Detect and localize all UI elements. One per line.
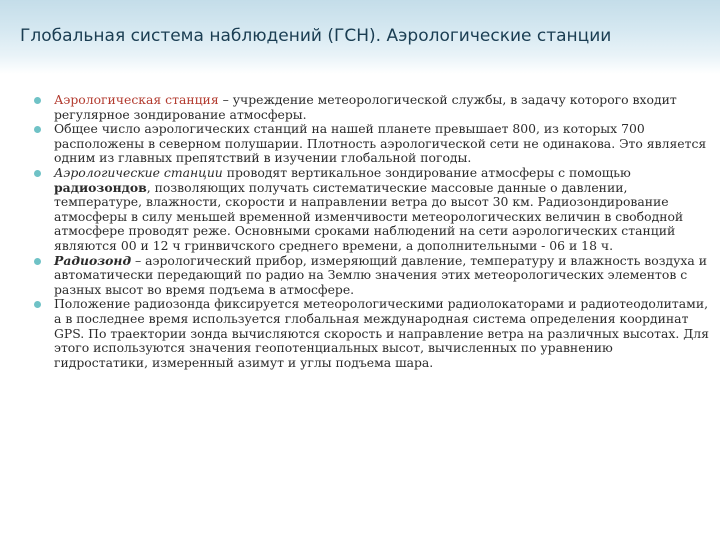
term-radiosondes: радиозондов [54, 179, 147, 195]
term-aerological-station: Аэрологическая станция [54, 92, 219, 107]
title-band [0, 0, 720, 74]
bullet-marker-icon [34, 126, 41, 133]
bullet-marker-icon [34, 170, 41, 177]
bullet-aerological-station [33, 93, 710, 122]
bullet-marker-icon [34, 97, 41, 104]
bullet-text: Положение радиозонда фиксируется метеорологическими радиолокаторами и радиотеодолитами, а в последнее время используется глобальная международная система определения координат GPS. По траектории зонда вычисляются скорость и направление ветра на различных высотах. Для этого используются значения геопотенциальных высот, вычисленных по уравнению гидростатики, измеренный азимут и углы подъема шара. [54, 296, 709, 370]
bullet-text: – учреждение метеорологической службы, в задачу которого входит регулярное зондирование атмосферы. [54, 92, 677, 122]
bullet-text: – аэрологический прибор, измеряющий давление, температуру и влажность воздуха и автоматически передающий по радио на Землю значения этих метеорологических элементов с разных высот во время подъема в атмосфере. [54, 252, 707, 297]
bullet-radiosonde [33, 254, 710, 298]
bullet-station-count [33, 122, 710, 166]
bullet-list [33, 93, 710, 370]
bullet-radiosonde-position [33, 297, 710, 370]
bullet-text: , позволяющих получать систематические массовые данные о давлении, температуре, влажности, скорости и направлении ветра до высот 30 км. Радиозондирование атмосферы в силу меньшей временной изменчивости метеорологических величин в свободной атмосфере проводят реже. Основными сроками наблюдений на сети аэрологических станций являются 00 и 12 ч гринвичского среднего времени, а дополнительными - 06 и 18 ч. [54, 179, 684, 253]
slide-title: Глобальная система наблюдений (ГСН). Аэрологические станции [20, 26, 612, 46]
bullet-marker-icon [34, 301, 41, 308]
bullet-text: проводят вертикальное зондирование атмосферы с помощью [222, 164, 631, 180]
term-radiosonde: Радиозонд [54, 252, 132, 268]
bullet-text: Общее число аэрологических станций на нашей планете превышает 800, из которых 700 расположены в северном полушарии. Плотность аэрологической сети не одинакова. Это является одним из главных препятствий в изучении глобальной погоды. [54, 121, 707, 166]
bullet-sounding [33, 166, 710, 254]
term-aerological-stations: Аэрологические станции [54, 164, 223, 180]
bullet-marker-icon [34, 258, 41, 265]
